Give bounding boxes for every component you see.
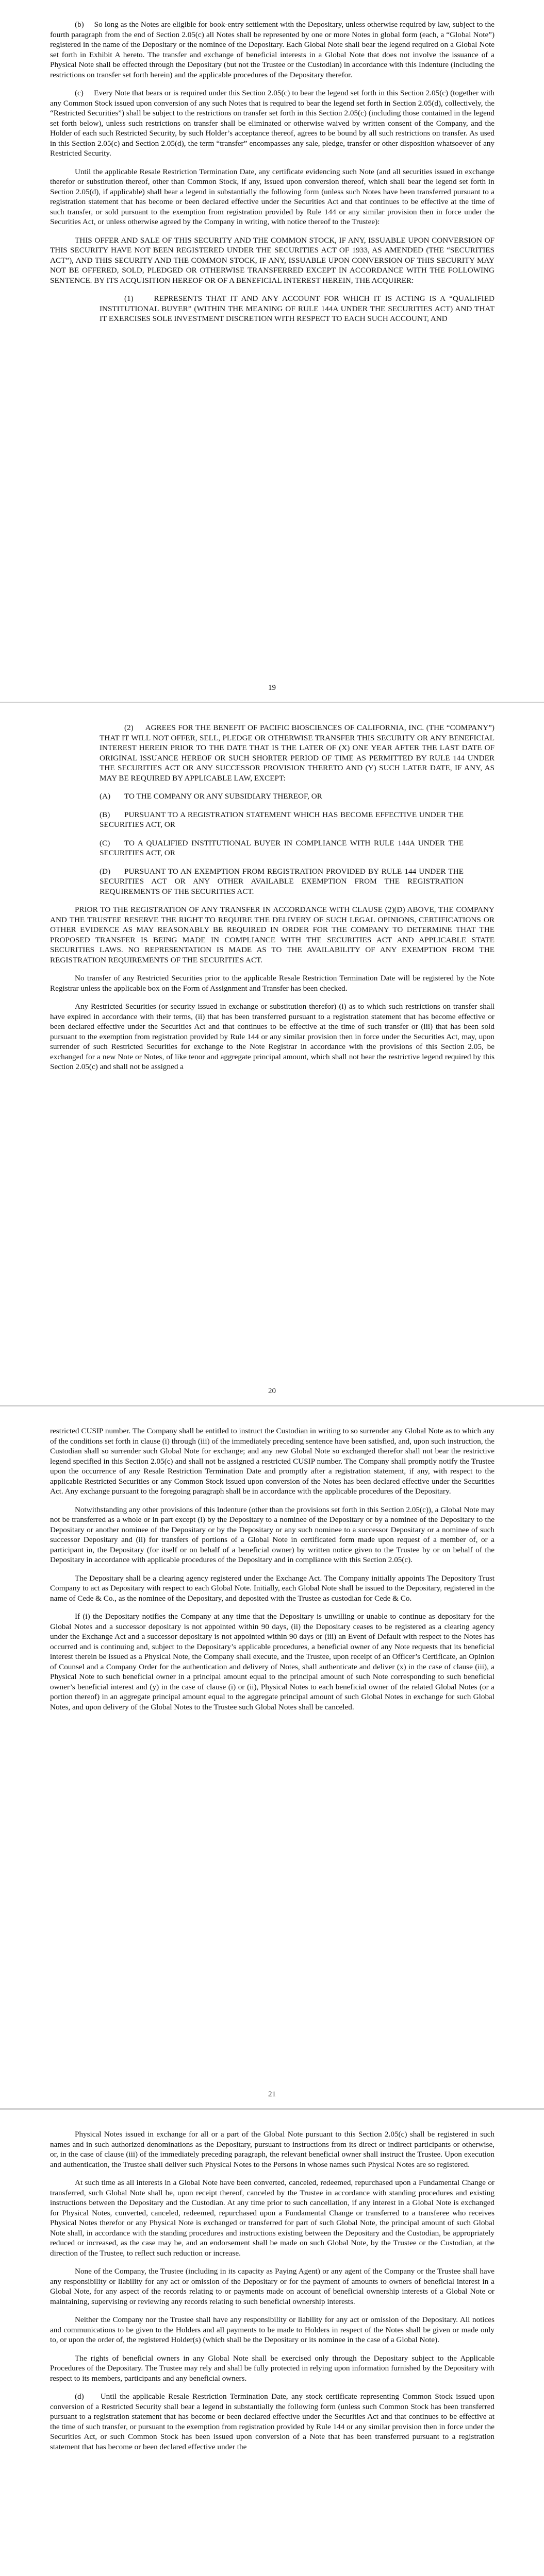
paragraph-c: (c) Every Note that bears or is required under this Section 2.05(c) to bear the legend set forth in this Section 2.05(c) (together with any Common Stock issued upon conversion of any such Notes that is required to bear the legend set forth in Section 2.05(d), collectively, the “Restricted Securities”) shall be subject to the restrictions on transfer set forth in this Section 2.05(c) (including those contained in the legend set forth below), unless such restrictions on transfer shall be eliminated or otherwise waived by written consent of the Company, and the Holder of each such Restricted Security, by such Holder’s acceptance thereof, agrees to be bound by all such restrictions on transfer. As used in this Section 2.05(c) and Section 2.05(d), the term “transfer” encompasses any sale, pledge, transfer or other disposition whatsoever of any Restricted Security. [50, 89, 494, 158]
option-text: PURSUANT TO AN EXEMPTION FROM REGISTRATION PROVIDED BY RULE 144 UNDER THE SECURITIES ACT OR ANY OTHER AVAILABLE EXEMPTION FROM THE REGISTRATION REQUIREMENTS OF THE SECURITIES ACT. [100, 867, 464, 896]
legend-option-d [100, 867, 464, 897]
page-22 [0, 2110, 544, 2576]
page-19-content [50, 20, 494, 332]
paragraph-depositary: The Depositary shall be a clearing agency registered under the Exchange Act. The Company initially appoints The Depository Trust Company to act as Depositary with respect to each Global Note. Initially, each Global Note shall be issued to the Depositary, registered in the name of Cede & Co., as the nominee of the Depositary, and deposited with the Trustee as custodian for Cede & Co. [50, 1573, 494, 1603]
paragraph-prior: PRIOR TO THE REGISTRATION OF ANY TRANSFER IN ACCORDANCE WITH CLAUSE (2)(D) ABOVE, THE COMPANY AND THE TRUSTEE RESERVE THE RIGHT TO REQUIRE THE DELIVERY OF SUCH LEGAL OPINIONS, CERTIFICATIONS OR OTHER EVIDENCE AS MAY REASONABLY BE REQUIRED IN ORDER FOR THE COMPANY TO DETERMINE THAT THE PROPOSED TRANSFER IS BEING MADE IN COMPLIANCE WITH THE SECURITIES ACT AND APPLICABLE STATE SECURITIES LAWS. NO REPRESENTATION IS MADE AS TO THE AVAILABILITY OF ANY EXEMPTION FROM THE REGISTRATION REQUIREMENTS OF THE SECURITIES ACT. [50, 905, 494, 964]
page-number: 19 [268, 684, 276, 692]
page-21 [0, 1406, 544, 2108]
page-20-content [50, 723, 494, 1080]
paragraph-at-time: At such time as all interests in a Global Note have been converted, canceled, redeemed, repurchased upon a Fundamental Change or transferred, such Global Note shall be, upon receipt thereof, canceled by the Trustee in accordance with standing procedures and existing instructions between the Depositary and the Custodian. At any time prior to such cancellation, if any interest in a Global Note is exchanged for Physical Notes, converted, canceled, redeemed, repurchased upon a Fundamental Change or transferred to a transferee who receives Physical Notes therefor or any Physical Note is exchanged or transferred for part of such Global Note, the principal amount of such Global Note shall, in accordance with the standing procedures and instructions existing between the Depositary and the Custodian, be appropriately reduced or increased, as the case may be, and an endorsement shall be made on such Global Note, by the Trustee or the Custodian, at the direction of the Trustee, to reflect such reduction or increase. [50, 2178, 494, 2258]
paragraph-neither: Neither the Company nor the Trustee shall have any responsibility or liability for any act or omission of the Depositary. All notices and communications to be given to the Holders and all payments to be made to Holders in respect of the Notes shall be given or made only to, or upon the order of, the registered Holder(s) (which shall be the Depositary or its nominee in the case of a Global Note). [50, 2315, 494, 2344]
paragraph-physical: Physical Notes issued in exchange for all or a part of the Global Note pursuant to this Section 2.05(c) shall be registered in such names and in such authorized denominations as the Depositary, pursuant to instructions from its direct or indirect participants or otherwise, or, in the case of clause (iii) of the immediately preceding paragraph, the relevant beneficial owner shall instruct the Trustee. Upon execution and authentication, the Trustee shall deliver such Physical Notes to the Persons in whose names such Physical Notes are so registered. [50, 2130, 494, 2169]
paragraph-restricted: restricted CUSIP number. The Company shall be entitled to instruct the Custodian in writing to so surrender any Global Note as to which any of the conditions set forth in clause (i) through (iii) of the immediately preceding sentence have been satisfied, and, upon such instruction, the Custodian shall so surrender such Global Note for exchange; and any new Global Note so exchanged therefor shall not bear the restrictive legend specified in this Section 2.05(c) and shall not be assigned a restricted CUSIP number. The Company shall promptly notify the Trustee upon the occurrence of any Resale Restriction Termination Date and promptly after a registration statement, if any, with respect to the applicable Restricted Securities or any Common Stock issued upon conversion of the Notes has been declared effective under the Securities Act. Any exchange pursuant to the foregoing paragraph shall be in accordance with the applicable procedures of the Depositary. [50, 1427, 494, 1496]
paragraph-notwithstanding: Notwithstanding any other provisions of this Indenture (other than the provisions set forth in this Section 2.05(c)), a Global Note may not be transferred as a whole or in part except (i) by the Depositary to a nominee of the Depositary or by a nominee of the Depositary to the Depositary or another nominee of the Depositary or by the Depositary or any such nominee to a successor Depositary or a nominee of such successor Depositary and (ii) for transfers of portions of a Global Note in certificated form made upon request of a member of, or a participant in, the Depositary (for itself or on behalf of a beneficial owner) by written notice given to the Trustee by or on behalf of the Depositary in accordance with applicable procedures of the Depositary and in compliance with this Section 2.05(c). [50, 1505, 494, 1564]
legend-option-b [100, 810, 464, 830]
page-21-content [50, 1426, 494, 1720]
option-label: (A) [100, 792, 111, 801]
paragraph-if: If (i) the Depositary notifies the Company at any time that the Depositary is unwilling or unable to continue as depositary for the Global Notes and a successor depositary is not appointed within 90 days, (ii) the Depositary ceases to be registered as a clearing agency under the Exchange Act and a successor depositary is not appointed within 90 days or (iii) an Event of Default with respect to the Notes has occurred and is continuing and, subject to the Depositary’s applicable procedures, a beneficial owner of any Note requests that its beneficial interest therein be issued as a Physical Note, the Company shall execute, and the Trustee, upon receipt of an Officer’s Certificate, an Opinion of Counsel and a Company Order for the authentication and delivery of Notes, shall authenticate and deliver (x) in the case of clause (iii), a Physical Note to such beneficial owner in a principal amount equal to the principal amount of such Note corresponding to such beneficial owner’s beneficial interest and (y) in the case of clause (i) or (ii), Physical Notes to each beneficial owner of the related Global Notes (or a portion thereof) in an aggregate principal amount equal to the aggregate principal amount of such Global Notes in exchange for such Global Notes, and upon delivery of the Global Notes to the Trustee such Global Notes shall be canceled. [50, 1612, 494, 1711]
option-label: (B) [100, 810, 110, 819]
page-20 [0, 703, 544, 1405]
option-label: (D) [100, 867, 111, 876]
legend-intro: THIS OFFER AND SALE OF THIS SECURITY AND THE COMMON STOCK, IF ANY, ISSUABLE UPON CONVERSION OF THIS SECURITY HAVE NOT BEEN REGISTERED UNDER THE SECURITIES ACT OF 1933, AS AMENDED (THE “SECURITIES ACT”), AND THIS SECURITY AND THE COMMON STOCK, IF ANY, ISSUABLE UPON CONVERSION OF THIS SECURITY MAY NOT BE OFFERED, SOLD, PLEDGED OR OTHERWISE TRANSFERRED EXCEPT IN ACCORDANCE WITH THE FOLLOWING SENTENCE. BY ITS ACQUISITION HEREOF OR OF A BENEFICIAL INTEREST HEREIN, THE ACQUIRER: [50, 235, 494, 285]
legend-option-c [100, 838, 464, 858]
page-22-content [50, 2129, 494, 2460]
paragraph-until: Until the applicable Resale Restriction Termination Date, any certificate evidencing such Note (and all securities issued in exchange therefor or substitution thereof, other than Common Stock, if any, issued upon conversion thereof, which shall bear the legend set forth in Section 2.05(d), if applicable) shall bear a legend in substantially the following form (unless such Notes have been transferred pursuant to a registration statement that has become or been declared effective under the Securities Act and that continues to be effective at the time of such transfer, or sold pursuant to the exemption from registration provided by Rule 144 or any similar provision then in force under the Securities Act, or unless otherwise agreed by the Company in writing, with notice thereof to the Trustee): [50, 167, 494, 226]
page-19 [0, 0, 544, 702]
paragraph-none: None of the Company, the Trustee (including in its capacity as Paying Agent) or any agent of the Company or the Trustee shall have any responsibility or liability for any act or omission of the Depositary or for the payment of amounts to owners of beneficial interest in a Global Note, for any aspect of the records relating to or payments made on account of beneficial ownership interests of a Global Note or maintaining, supervising or reviewing any records relating to such beneficial ownership interests. [50, 2267, 494, 2306]
option-text: TO THE COMPANY OR ANY SUBSIDIARY THEREOF, OR [124, 792, 322, 801]
option-text: PURSUANT TO A REGISTRATION STATEMENT WHICH HAS BECOME EFFECTIVE UNDER THE SECURITIES ACT, OR [100, 810, 464, 829]
paragraph-any: Any Restricted Securities (or security issued in exchange or substitution therefor) (i) as to which such restrictions on transfer shall have expired in accordance with their terms, (ii) that has been transferred pursuant to a registration statement that has become effective or been declared effective under the Securities Act and that continues to be effective at the time of such transfer or (iii) that has been sold pursuant to the exemption from registration provided by Rule 144 or any similar provision then in force under the Securities Act, may, upon surrender of such Restricted Securities for exchange to the Note Registrar in accordance with the provisions of this Section 2.05, be exchanged for a new Note or Notes, of like tenor and aggregate principal amount, which shall not bear the restrictive legend required by this Section 2.05(c) and shall not be assigned a [50, 1002, 494, 1071]
option-label: (C) [100, 838, 110, 848]
legend-item-2: (2) AGREES FOR THE BENEFIT OF PACIFIC BIOSCIENCES OF CALIFORNIA, INC. (THE “COMPANY”) THAT IT WILL NOT OFFER, SELL, PLEDGE OR OTHERWISE TRANSFER THIS SECURITY OR ANY BENEFICIAL INTEREST HEREIN PRIOR TO THE DATE THAT IS THE LATER OF (X) ONE YEAR AFTER THE LAST DATE OF ORIGINAL ISSUANCE HEREOF OR SUCH SHORTER PERIOD OF TIME AS PERMITTED BY RULE 144 UNDER THE SECURITIES ACT OR ANY SUCCESSOR PROVISION THERETO AND (Y) SUCH LATER DATE, IF ANY, AS MAY BE REQUIRED BY APPLICABLE LAW, EXCEPT: [100, 723, 494, 783]
option-text: TO A QUALIFIED INSTITUTIONAL BUYER IN COMPLIANCE WITH RULE 144A UNDER THE SECURITIES ACT, OR [100, 838, 464, 857]
paragraph-rights: The rights of beneficial owners in any Global Note shall be exercised only through the Depositary subject to the Applicable Procedures of the Depositary. The Trustee may rely and shall be fully protected in relying upon information furnished by the Depositary with respect to its members, participants and any beneficial owners. [50, 2353, 494, 2383]
legend-item-1: (1) REPRESENTS THAT IT AND ANY ACCOUNT FOR WHICH IT IS ACTING IS A “QUALIFIED INSTITUTIONAL BUYER” (WITHIN THE MEANING OF RULE 144A UNDER THE SECURITIES ACT) AND THAT IT EXERCISES SOLE INVESTMENT DISCRETION WITH RESPECT TO EACH SUCH ACCOUNT, AND [100, 294, 494, 323]
paragraph-no-transfer: No transfer of any Restricted Securities prior to the applicable Resale Restriction Termination Date will be registered by the Note Registrar unless the applicable box on the Form of Assignment and Transfer has been checked. [50, 974, 494, 993]
paragraph-d: (d) Until the applicable Resale Restriction Termination Date, any stock certificate representing Common Stock issued upon conversion of a Restricted Security shall bear a legend in substantially the following form (unless such Common Stock has been transferred pursuant to a registration statement that has become or been declared effective under the Securities Act and that continues to be effective at the time of such transfer, or pursuant to the exemption from registration provided by Rule 144 or any similar provision then in force under the Securities Act, or such Common Stock has been issued upon conversion of a Note that has been transferred pursuant to a registration statement that has become or been declared effective under the [50, 2392, 494, 2451]
page-number: 20 [268, 1387, 276, 1395]
paragraph-b: (b) So long as the Notes are eligible for book-entry settlement with the Depositary, unless otherwise required by law, subject to the fourth paragraph from the end of Section 2.05(c) all Notes shall be represented by one or more Notes in global form (each, a “Global Note”) registered in the name of the Depositary or the nominee of the Depositary. Each Global Note shall bear the legend required on a Global Note set forth in Exhibit A hereto. The transfer and exchange of beneficial interests in a Global Note that does not involve the issuance of a Physical Note shall be effected through the Depositary (but not the Trustee or the Custodian) in accordance with this Indenture (including the restrictions on transfer set forth herein) and the applicable procedures of the Depositary therefor. [50, 20, 494, 79]
legend-option-a [100, 791, 464, 802]
page-number: 21 [268, 2090, 276, 2098]
